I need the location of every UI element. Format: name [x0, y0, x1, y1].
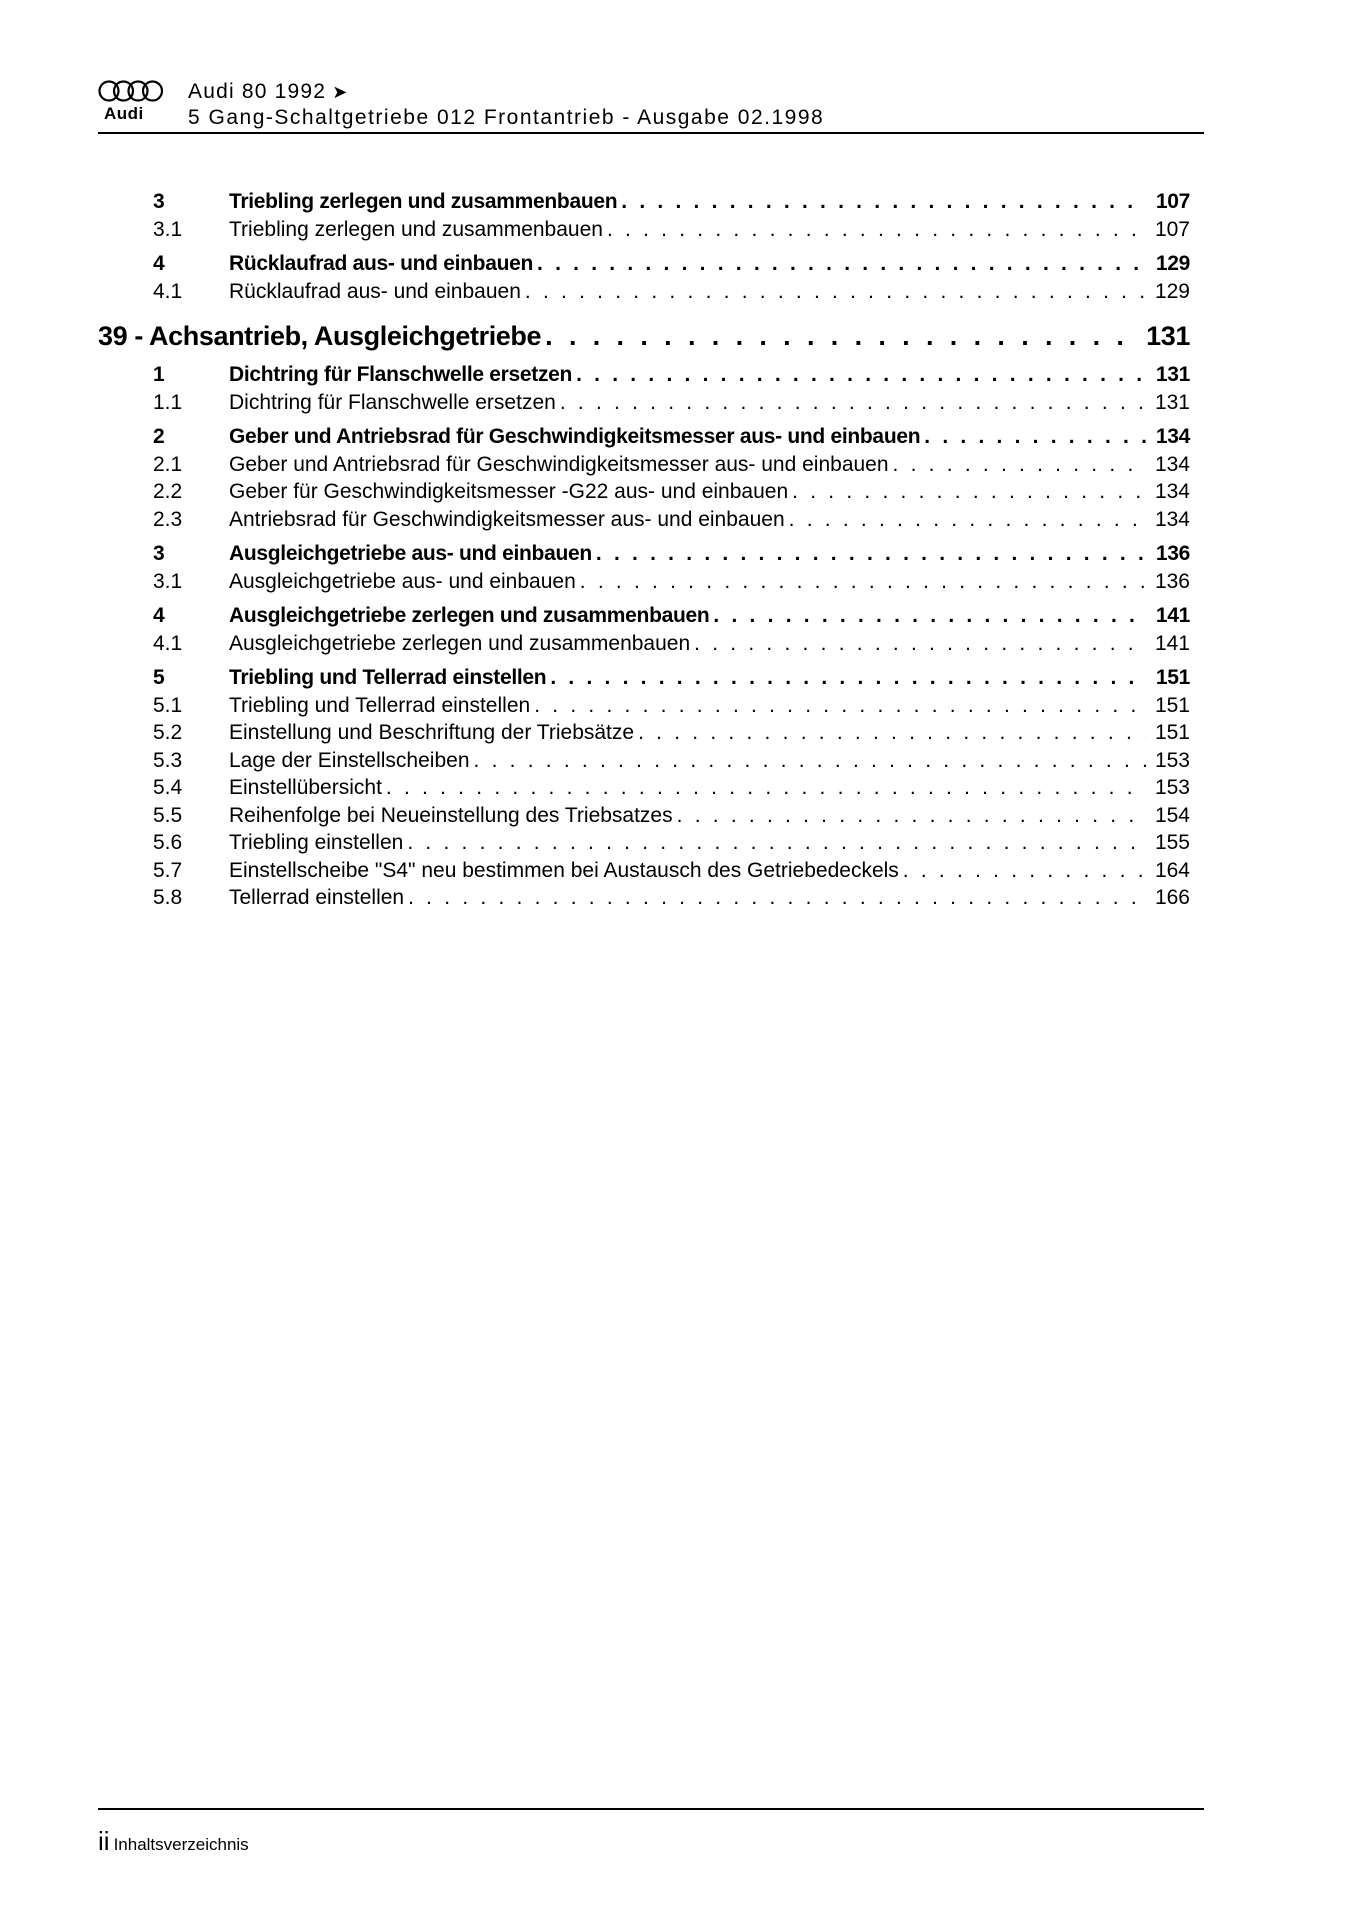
header-model-text: Audi 80 1992	[188, 80, 327, 103]
toc-dot-leader	[474, 749, 1147, 773]
toc-entry-title: Ausgleichgetriebe aus- und einbauen	[229, 569, 576, 593]
toc-entry-title: Ausgleichgetriebe zerlegen und zusammenbauen	[229, 631, 691, 655]
toc-entry-page: 107	[1155, 190, 1190, 213]
header-divider	[98, 132, 1204, 134]
toc-entry[interactable]	[98, 363, 1190, 391]
toc-entry[interactable]	[98, 776, 1190, 804]
header-model	[188, 80, 348, 104]
page-header	[98, 80, 1204, 134]
audi-wordmark: Audi	[104, 104, 144, 123]
toc-entry-title: Triebling zerlegen und zusammenbauen	[229, 217, 603, 241]
toc-dot-leader	[596, 542, 1146, 566]
toc-entry-number: 5	[153, 666, 165, 689]
toc-entry-number: 4	[153, 604, 165, 627]
toc-dot-leader	[537, 252, 1146, 276]
toc-entry-page: 134	[1154, 507, 1190, 531]
toc-dot-leader	[545, 321, 1142, 352]
toc-entry[interactable]	[98, 391, 1190, 419]
toc-entry-number: 4	[153, 252, 165, 275]
toc-entry-title: Triebling und Tellerrad einstellen	[229, 666, 547, 689]
toc-entry-number: 2.3	[153, 507, 183, 531]
table-of-contents	[98, 190, 1190, 914]
toc-dot-leader	[694, 632, 1146, 656]
toc-entry-page: 153	[1154, 776, 1190, 799]
toc-entry[interactable]	[98, 480, 1190, 508]
toc-entry-title: Triebling zerlegen und zusammenbauen	[229, 190, 618, 213]
toc-dot-leader	[792, 480, 1146, 504]
toc-entry-page: 134	[1155, 425, 1190, 448]
toc-dot-leader	[789, 508, 1146, 532]
toc-entry-title: 39 - Achsantrieb, Ausgleichgetriebe	[98, 321, 542, 351]
toc-entry-page: 134	[1154, 480, 1190, 503]
toc-entry-title: Einstellübersicht	[229, 776, 382, 799]
toc-entry-title: Geber und Antriebsrad für Geschwindigkeitsmesser aus- und einbauen	[229, 452, 889, 476]
toc-entry-number: 2	[153, 425, 165, 448]
toc-entry-number: 2.2	[153, 480, 183, 503]
footer-divider	[98, 1808, 1204, 1810]
toc-entry-title: Ausgleichgetriebe zerlegen und zusammenbauen	[229, 604, 710, 627]
toc-dot-leader	[550, 666, 1146, 690]
toc-dot-leader	[713, 604, 1146, 628]
toc-entry[interactable]	[98, 190, 1190, 218]
audi-rings-icon	[98, 80, 164, 102]
toc-entry-number: 4.1	[153, 631, 183, 655]
toc-entry[interactable]	[98, 425, 1190, 453]
toc-entry-page: 154	[1154, 803, 1190, 827]
toc-entry-page: 164	[1154, 858, 1190, 882]
toc-entry-title: Antriebsrad für Geschwindigkeitsmesser aus- und einbauen	[229, 507, 785, 531]
toc-entry[interactable]	[98, 280, 1190, 308]
toc-entry-title: Reihenfolge bei Neueinstellung des Triebsatzes	[229, 803, 673, 827]
toc-entry-title: Dichtring für Flanschwelle ersetzen	[229, 363, 573, 386]
toc-entry[interactable]	[98, 804, 1190, 832]
toc-entry-number: 5.4	[153, 776, 183, 799]
toc-dot-leader	[580, 570, 1146, 594]
toc-entry-page: 166	[1154, 886, 1190, 909]
toc-entry-page: 155	[1154, 831, 1190, 854]
toc-entry-title: Einstellscheibe "S4" neu bestimmen bei Austausch des Getriebedeckels	[229, 858, 899, 882]
toc-entry-number: 5.1	[153, 693, 183, 717]
toc-entry-number: 5.5	[153, 803, 183, 827]
toc-entry-page: 151	[1155, 666, 1190, 689]
toc-entry-number: 5.8	[153, 886, 183, 909]
toc-entry-title: Geber und Antriebsrad für Geschwindigkeitsmesser aus- und einbauen	[229, 425, 921, 448]
toc-entry[interactable]	[98, 666, 1190, 694]
toc-dot-leader	[677, 804, 1146, 828]
toc-entry-page: 107	[1154, 217, 1190, 241]
toc-entry[interactable]	[98, 749, 1190, 777]
toc-entry-page: 129	[1154, 279, 1190, 303]
toc-entry-number: 3.1	[153, 217, 183, 241]
toc-entry[interactable]	[98, 604, 1190, 632]
toc-entry-page: 131	[1155, 363, 1190, 386]
toc-dot-leader	[893, 453, 1146, 477]
toc-entry-page: 134	[1154, 452, 1190, 476]
toc-entry-number: 1.1	[153, 390, 183, 414]
toc-entry-title: Triebling einstellen	[229, 831, 404, 854]
toc-dot-leader	[525, 280, 1146, 304]
toc-dot-leader	[534, 694, 1146, 718]
toc-entry[interactable]	[98, 570, 1190, 598]
toc-dot-leader	[638, 721, 1146, 745]
toc-chapter[interactable]	[98, 321, 1190, 361]
toc-entry-page: 153	[1154, 748, 1190, 772]
toc-entry[interactable]	[98, 886, 1190, 914]
toc-dot-leader	[560, 391, 1146, 415]
toc-entry-page: 141	[1155, 604, 1190, 627]
toc-entry-page: 151	[1154, 721, 1190, 744]
toc-entry-page: 136	[1154, 569, 1190, 593]
toc-entry-number: 3	[153, 542, 165, 565]
toc-entry-number: 3	[153, 190, 165, 213]
toc-entry[interactable]	[98, 632, 1190, 660]
toc-entry-title: Einstellung und Beschriftung der Triebsätze	[229, 721, 635, 744]
toc-entry-title: Geber für Geschwindigkeitsmesser -G22 aus- und einbauen	[229, 480, 789, 503]
audi-logo	[98, 80, 164, 124]
toc-entry[interactable]	[98, 252, 1190, 280]
toc-dot-leader	[386, 776, 1146, 800]
toc-entry-number: 2.1	[153, 452, 183, 476]
toc-entry[interactable]	[98, 694, 1190, 722]
header-manual-title: 5 Gang-Schaltgetriebe 012 Frontantrieb - Ausgabe 02.1998	[188, 106, 825, 129]
toc-entry-page: 151	[1154, 693, 1190, 717]
toc-entry-number: 5.6	[153, 831, 183, 854]
toc-entry[interactable]	[98, 859, 1190, 887]
toc-entry[interactable]	[98, 453, 1190, 481]
toc-entry-page: 129	[1155, 252, 1190, 275]
toc-entry-page: 131	[1146, 321, 1190, 351]
toc-entry-title: Lage der Einstellscheiben	[229, 748, 470, 772]
toc-dot-leader	[924, 425, 1146, 449]
toc-dot-leader	[407, 831, 1146, 855]
toc-entry-number: 1	[153, 363, 165, 386]
toc-entry-title: Rücklaufrad aus- und einbauen	[229, 279, 521, 303]
toc-dot-leader	[576, 363, 1146, 387]
toc-entry[interactable]	[98, 542, 1190, 570]
toc-entry[interactable]	[98, 721, 1190, 749]
toc-entry-title: Dichtring für Flanschwelle ersetzen	[229, 390, 556, 414]
toc-dot-leader	[408, 886, 1146, 910]
toc-entry-title: Triebling und Tellerrad einstellen	[229, 693, 531, 717]
toc-entry-page: 136	[1155, 542, 1190, 565]
arrow-right-icon: ➤	[332, 82, 349, 102]
toc-entry-number: 4.1	[153, 279, 183, 303]
toc-entry[interactable]	[98, 508, 1190, 536]
toc-entry-number: 5.3	[153, 748, 183, 772]
toc-dot-leader	[621, 190, 1146, 214]
toc-entry[interactable]	[98, 831, 1190, 859]
page-number: ii	[98, 1826, 110, 1856]
page-footer	[98, 1826, 249, 1857]
toc-entry-page: 131	[1154, 390, 1190, 414]
toc-entry-page: 141	[1154, 631, 1190, 655]
toc-entry[interactable]	[98, 218, 1190, 246]
footer-label: Inhaltsverzeichnis	[113, 1835, 249, 1854]
toc-dot-leader	[903, 859, 1146, 883]
toc-dot-leader	[607, 218, 1146, 242]
toc-entry-number: 5.7	[153, 858, 183, 882]
toc-entry-number: 5.2	[153, 721, 183, 744]
toc-entry-title: Ausgleichgetriebe aus- und einbauen	[229, 542, 592, 565]
toc-entry-title: Rücklaufrad aus- und einbauen	[229, 252, 534, 275]
toc-entry-number: 3.1	[153, 569, 183, 593]
toc-entry-title: Tellerrad einstellen	[229, 886, 405, 909]
